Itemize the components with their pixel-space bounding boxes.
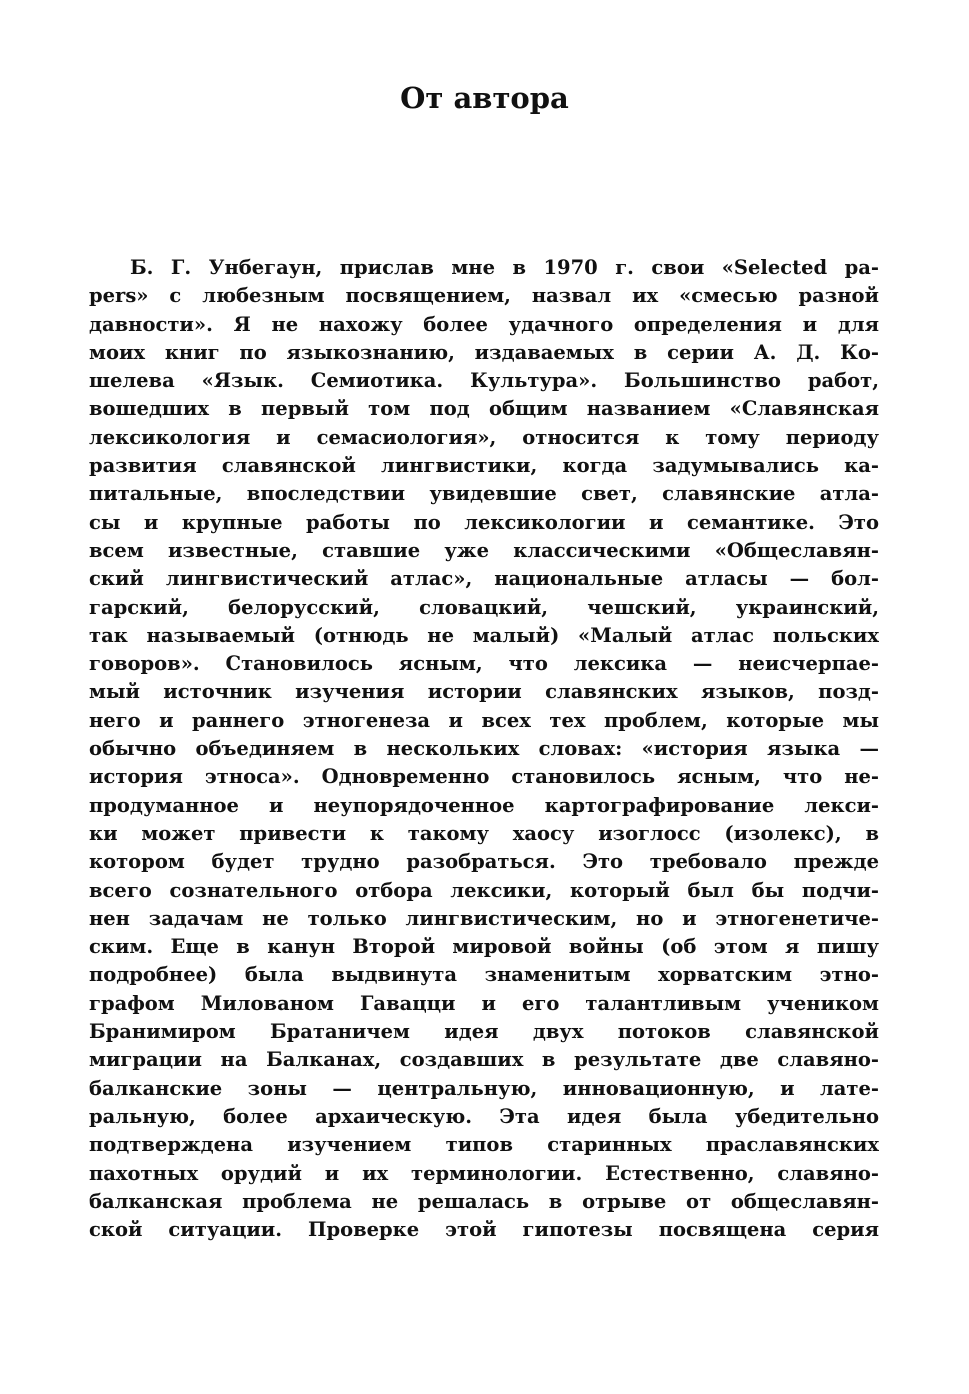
text-line: лексикология и семасиология», относится к тому периоду <box>89 425 879 449</box>
text-line: история этноса». Одновременно становилось ясным, что не- <box>89 765 879 789</box>
text-line: балканская проблема не решалась в отрыве от общеславян- <box>89 1189 879 1213</box>
text-line: нен задачам не только лингвистическим, но и этногенетиче- <box>89 906 879 930</box>
text-line: гарский, белорусский, словацкий, чешский, украинский, <box>89 595 879 619</box>
text-line: балканские зоны — центральную, инновационную, и лате- <box>89 1076 879 1100</box>
text-line: говоров». Становилось ясным, что лексика — неисчерпае- <box>89 652 879 676</box>
text-line: котором будет трудно разобраться. Это требовало прежде <box>89 850 879 874</box>
text-line: ральную, более архаическую. Эта идея была убедительно <box>89 1104 879 1128</box>
text-line: шелева «Язык. Семиотика. Культура». Большинство работ, <box>89 369 879 393</box>
text-line: него и раннего этногенеза и всех тех проблем, которые мы <box>89 708 879 732</box>
text-line: так называемый (отнюдь не малый) «Малый атлас польских <box>89 623 879 647</box>
text-line: всего сознательного отбора лексики, который был бы подчи- <box>89 878 879 902</box>
body-paragraph <box>89 254 879 1244</box>
text-line: Б. Г. Унбегаун, прислав мне в 1970 г. свои «Selected pa- <box>130 256 879 279</box>
text-line: мый источник изучения истории славянских языков, позд- <box>89 680 879 704</box>
text-line: pers» с любезным посвящением, назвал их «смесью разной <box>89 284 879 308</box>
text-line: Бранимиром Братаничем идея двух потоков славянской <box>89 1020 879 1044</box>
text-line: вошедших в первый том под общим названием «Славянская <box>89 397 879 421</box>
text-line: миграции на Балканах, создавших в результате две славяно- <box>89 1048 879 1072</box>
text-line: всем известные, ставшие уже классическими «Общеславян- <box>89 538 879 562</box>
text-line: давности». Я не нахожу более удачного определения и для <box>89 312 879 336</box>
text-line: развития славянской лингвистики, когда задумывались ка- <box>89 454 879 478</box>
text-line: моих книг по языкознанию, издаваемых в серии А. Д. Ко- <box>89 340 879 364</box>
text-line: ки может привести к такому хаосу изоглосс (изолекс), в <box>89 821 879 845</box>
text-line: подтверждена изучением типов старинных праславянских <box>89 1133 879 1157</box>
text-line: обычно объединяем в нескольких словах: «история языка — <box>89 737 879 761</box>
text-line: ский лингвистический атлас», национальные атласы — бол- <box>89 567 879 591</box>
text-line: графом Милованом Гавацци и его талантливым учеником <box>89 991 879 1015</box>
text-line: питальные, впоследствии увидевшие свет, славянские атла- <box>89 482 879 506</box>
text-line: подробнее) была выдвинута знаменитым хорватским этно- <box>89 963 879 987</box>
text-line: ским. Еще в канун Второй мировой войны (об этом я пишу <box>89 935 879 959</box>
page-title: От автора <box>400 81 569 115</box>
text-line: пахотных орудий и их терминологии. Естественно, славяно- <box>89 1161 879 1185</box>
text-line: сы и крупные работы по лексикологии и семантике. Это <box>89 510 879 534</box>
text-line: продуманное и неупорядоченное картографирование лекси- <box>89 793 879 817</box>
text-line: ской ситуации. Проверке этой гипотезы посвящена серия <box>89 1218 879 1242</box>
